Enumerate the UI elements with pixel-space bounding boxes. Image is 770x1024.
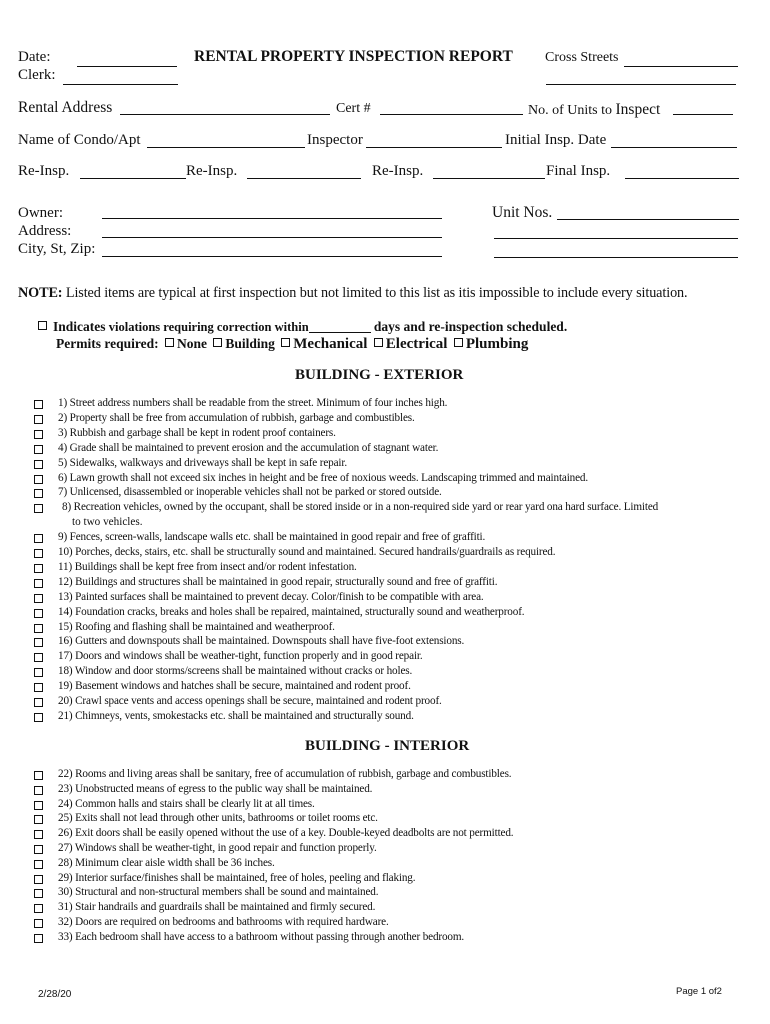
checklist-item-text: 11) Buildings shall be kept free from insect and/or rodent infestation.	[58, 560, 357, 573]
checklist-item-text: 29) Interior surface/finishes shall be maintained, free of holes, peeling and flaking.	[58, 871, 416, 884]
rental-address-label: Rental Address	[18, 99, 113, 116]
permit-electrical-checkbox[interactable]	[374, 338, 383, 347]
final-insp-label: Final Insp.	[546, 163, 611, 179]
checklist-item	[0, 620, 770, 635]
checklist-item-text: 27) Windows shall be weather-tight, in good repair and function properly.	[58, 842, 377, 854]
permit-none-checkbox[interactable]	[165, 338, 174, 347]
checklist-item	[0, 456, 770, 471]
checklist-item	[0, 649, 770, 664]
checklist-checkbox[interactable]	[34, 460, 43, 469]
checklist-item	[0, 871, 770, 886]
checklist-item-continuation: to two vehicles.	[72, 516, 143, 529]
checklist-item-text: 16) Gutters and downspouts shall be maintained. Downspouts shall have five-foot extensions.	[58, 635, 465, 648]
checklist-item	[0, 767, 770, 782]
checklist-checkbox[interactable]	[34, 771, 43, 780]
checklist-item	[0, 679, 770, 694]
checklist-item-text: 6) Lawn growth shall not exceed six inches in height and be free of noxious weeds. Landscaping trimmed and maintained.	[58, 471, 589, 484]
permit-building-checkbox[interactable]	[213, 338, 222, 347]
reinsp-label-3: Re-Insp.	[372, 163, 424, 179]
cert-label: Cert #	[336, 101, 371, 116]
condo-label: Name of Condo/Apt	[18, 132, 141, 148]
address-field[interactable]	[102, 223, 442, 238]
checklist-item-text: 28) Minimum clear aisle width shall be 36 inches.	[58, 856, 275, 869]
checklist-checkbox[interactable]	[34, 889, 43, 898]
permit-mechanical-checkbox[interactable]	[281, 338, 290, 347]
checklist-item	[0, 411, 770, 426]
checklist-item-text: 26) Exit doors shall be easily opened without the use of a key. Double-keyed deadbolts are not permitted.	[58, 827, 514, 840]
checklist-item-text: 18) Window and door storms/screens shall be maintained without cracks or holes.	[58, 665, 413, 678]
reinsp-field-1[interactable]	[80, 164, 186, 179]
checklist-item	[0, 811, 770, 826]
checklist-item-text: 17) Doors and windows shall be weather-tight, function properly and in good repair.	[58, 650, 423, 663]
violations-line: Indicates violations requiring correction within days and re-inspection scheduled.	[38, 319, 567, 335]
initial-insp-field[interactable]	[611, 133, 737, 148]
checklist-item-text: 21) Chimneys, vents, smokestacks etc. shall be maintained and structurally sound.	[58, 709, 414, 722]
checklist-item	[0, 471, 770, 486]
inspector-label: Inspector	[307, 132, 363, 148]
reinsp-field-3[interactable]	[433, 164, 545, 179]
checklist-item	[0, 396, 770, 411]
clerk-label: Clerk:	[18, 67, 56, 83]
footer-page-number: Page 1 of2	[676, 986, 722, 997]
checklist-item-text: 19) Basement windows and hatches shall be secure, maintained and rodent proof.	[58, 680, 411, 693]
checklist-item	[0, 856, 770, 871]
checklist-item	[0, 930, 770, 945]
checklist-item-text: 13) Painted surfaces shall be maintained to prevent decay. Color/finish to be compatible with area.	[58, 590, 484, 603]
checklist-item	[0, 826, 770, 841]
checklist-item	[0, 915, 770, 930]
checklist-checkbox[interactable]	[34, 830, 43, 839]
checklist-item	[0, 530, 770, 545]
units-field[interactable]	[673, 100, 733, 115]
checklist-item	[0, 426, 770, 441]
checklist-item	[0, 694, 770, 709]
unit-nos-field-2[interactable]	[494, 224, 738, 239]
reinsp-field-2[interactable]	[247, 164, 361, 179]
checklist-checkbox[interactable]	[34, 534, 43, 543]
checklist-checkbox[interactable]	[34, 698, 43, 707]
reinsp-label-2: Re-Insp.	[186, 163, 238, 179]
checklist-item	[0, 841, 770, 856]
checklist-item-text: 24) Common halls and stairs shall be clearly lit at all times.	[58, 797, 315, 810]
checklist-item	[0, 782, 770, 797]
checklist-checkbox[interactable]	[34, 579, 43, 588]
checklist-checkbox[interactable]	[34, 594, 43, 603]
checklist-item-text: 10) Porches, decks, stairs, etc. shall be structurally sound and maintained. Secured handrails/guardrails as required.	[58, 546, 556, 558]
checklist-item-text: 15) Roofing and flashing shall be maintained and weatherproof.	[58, 620, 335, 633]
interior-heading: BUILDING - INTERIOR	[305, 738, 470, 754]
checklist-item-text: 9) Fences, screen-walls, landscape walls etc. shall be maintained in good repair and free of graffiti.	[58, 531, 486, 544]
checklist-checkbox[interactable]	[34, 489, 43, 498]
owner-field[interactable]	[102, 204, 442, 219]
checklist-item-text: 22) Rooms and living areas shall be sanitary, free of accumulation of rubbish, garbage and combustibles.	[58, 768, 512, 780]
checklist-checkbox[interactable]	[34, 786, 43, 795]
checklist-item-text: 31) Stair handrails and guardrails shall be maintained and firmly secured.	[58, 901, 376, 914]
checklist-item	[0, 709, 770, 724]
checklist-item	[0, 575, 770, 590]
checklist-item-text: 25) Exits shall not lead through other units, bathrooms or toilet rooms etc.	[58, 812, 378, 825]
checklist-item-text: 2) Property shall be free from accumulation of rubbish, garbage and combustibles.	[58, 411, 415, 424]
clerk-field[interactable]	[63, 70, 178, 85]
cross-streets-field-1[interactable]	[624, 52, 738, 67]
cross-streets-field-2[interactable]	[546, 70, 736, 85]
checklist-checkbox[interactable]	[34, 549, 43, 558]
checklist-item-text: 20) Crawl space vents and access openings shall be secure, maintained and rodent proof.	[58, 695, 442, 707]
checklist-item	[0, 634, 770, 649]
checklist-checkbox[interactable]	[34, 653, 43, 662]
checklist-checkbox[interactable]	[34, 400, 43, 409]
checklist-checkbox[interactable]	[34, 504, 43, 513]
unit-nos-field-3[interactable]	[494, 243, 738, 258]
checklist-item-text: 32) Doors are required on bedrooms and bathrooms with required hardware.	[58, 916, 389, 928]
checklist-item	[0, 797, 770, 812]
checklist-item-text: 5) Sidewalks, walkways and driveways shall be kept in safe repair.	[58, 456, 347, 469]
checklist-item	[0, 885, 770, 900]
city-label: City, St, Zip:	[18, 241, 96, 257]
condo-field[interactable]	[147, 133, 305, 148]
checklist-checkbox[interactable]	[34, 564, 43, 573]
checklist-item-text: 12) Buildings and structures shall be maintained in good repair, structurally sound and free of graffiti.	[58, 575, 498, 588]
footer-date: 2/28/20	[38, 989, 72, 1000]
checklist-item-text: 1) Street address numbers shall be readable from the street. Minimum of four inches high.	[58, 397, 448, 409]
cert-field[interactable]	[380, 100, 523, 115]
address-label: Address:	[18, 223, 72, 239]
checklist-checkbox[interactable]	[34, 624, 43, 633]
checklist-item-text: 30) Structural and non-structural members shall be sound and maintained.	[58, 886, 379, 899]
city-field[interactable]	[102, 242, 442, 257]
permits-line: Permits required: None Building Mechanical Electrical Plumbing	[56, 336, 529, 352]
note-text: NOTE: Listed items are typical at first inspection but not limited to this list as itis impossible to include every situation.	[18, 285, 688, 301]
owner-label: Owner:	[18, 205, 63, 221]
checklist-item	[0, 441, 770, 456]
checklist-checkbox[interactable]	[34, 713, 43, 722]
checklist-checkbox[interactable]	[34, 668, 43, 677]
initial-insp-label: Initial Insp. Date	[505, 132, 607, 148]
checklist-item	[0, 560, 770, 575]
checklist-item-text: 14) Foundation cracks, breaks and holes shall be repaired, maintained, structurally sound and weatherproof.	[58, 605, 525, 618]
checklist-item	[0, 605, 770, 620]
unit-nos-field-1[interactable]	[557, 205, 739, 220]
checklist-checkbox[interactable]	[34, 683, 43, 692]
inspector-field[interactable]	[366, 133, 502, 148]
violation-indicator-checkbox[interactable]	[38, 321, 47, 330]
checklist-item-text: 8) Recreation vehicles, owned by the occupant, shall be stored inside or in a non-required side yard or rear yard ona hard surface. Limited	[62, 501, 659, 514]
final-insp-field[interactable]	[625, 164, 739, 179]
units-label: No. of Units to Inspect	[528, 101, 661, 118]
checklist-checkbox[interactable]	[34, 475, 43, 484]
checklist-item-text: 3) Rubbish and garbage shall be kept in rodent proof containers.	[58, 426, 336, 439]
checklist-checkbox[interactable]	[34, 801, 43, 810]
checklist-item-text: 7) Unlicensed, disassembled or inoperable vehicles shall not be parked or stored outside.	[58, 486, 442, 499]
checklist-item	[0, 900, 770, 915]
checklist-item-text: 33) Each bedroom shall have access to a bathroom without passing through another bedroom.	[58, 930, 465, 943]
checklist-item	[0, 500, 770, 529]
checklist-checkbox[interactable]	[34, 904, 43, 913]
checklist-checkbox[interactable]	[34, 415, 43, 424]
page-title: RENTAL PROPERTY INSPECTION REPORT	[194, 48, 513, 65]
checklist-checkbox[interactable]	[34, 934, 43, 943]
date-label: Date:	[18, 49, 51, 65]
within-days-field[interactable]	[309, 320, 371, 333]
checklist-checkbox[interactable]	[34, 609, 43, 618]
reinsp-label-1: Re-Insp.	[18, 163, 70, 179]
checklist-item	[0, 545, 770, 560]
checklist-checkbox[interactable]	[34, 445, 43, 454]
rental-address-field[interactable]	[120, 100, 330, 115]
checklist-checkbox[interactable]	[34, 919, 43, 928]
checklist-item	[0, 485, 770, 500]
checklist-checkbox[interactable]	[34, 815, 43, 824]
checklist-checkbox[interactable]	[34, 430, 43, 439]
permit-plumbing-checkbox[interactable]	[454, 338, 463, 347]
unit-nos-label: Unit Nos.	[492, 204, 553, 221]
checklist-checkbox[interactable]	[34, 860, 43, 869]
checklist-item-text: 4) Grade shall be maintained to prevent erosion and the accumulation of stagnant water.	[58, 441, 439, 454]
date-field[interactable]	[77, 52, 177, 67]
checklist-item-text: 23) Unobstructed means of egress to the public way shall be maintained.	[58, 782, 373, 795]
checklist-checkbox[interactable]	[34, 875, 43, 884]
cross-streets-label: Cross Streets	[545, 50, 619, 65]
checklist-item	[0, 664, 770, 679]
exterior-heading: BUILDING - EXTERIOR	[295, 367, 464, 383]
checklist-checkbox[interactable]	[34, 638, 43, 647]
checklist-item	[0, 590, 770, 605]
checklist-checkbox[interactable]	[34, 845, 43, 854]
